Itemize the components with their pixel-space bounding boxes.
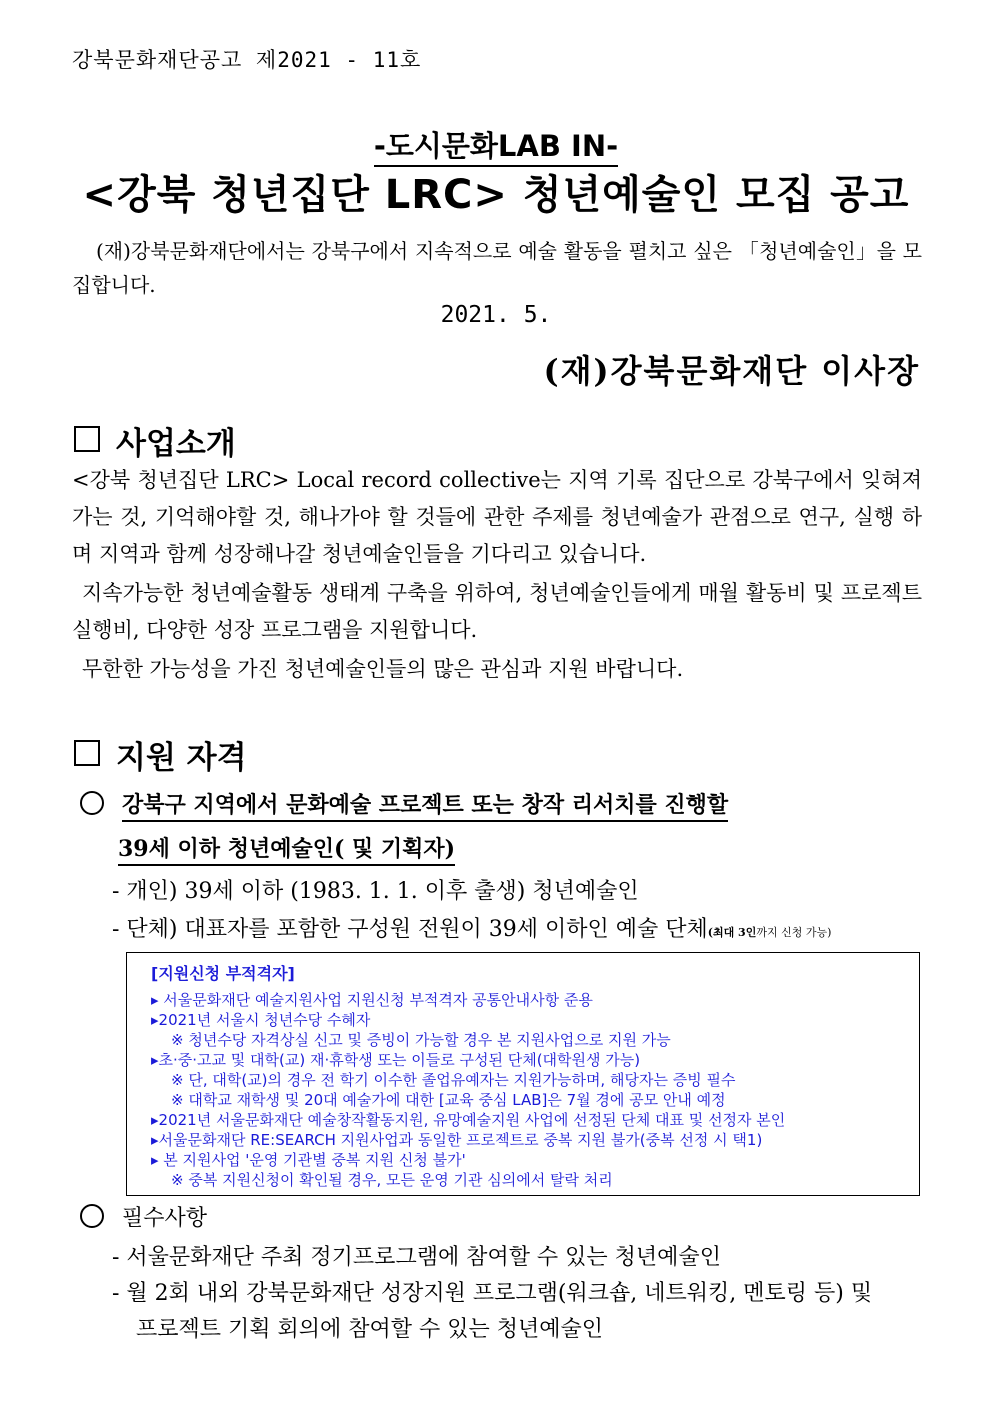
- eligibility-group-text: - 단체) 대표자를 포함한 구성원 전원이 39세 이하인 예술 단체: [112, 917, 708, 942]
- section-heading-eligibility: [74, 732, 247, 777]
- ineligible-line: ▸ 본 지원사업 '운영 기관별 중복 지원 신청 불가': [151, 1151, 466, 1169]
- eligibility-item-2: [80, 1201, 207, 1232]
- section1-paragraph-2: 지속가능한 청년예술활동 생태계 구축을 위하여, 청년예술인들에게 매월 활동비 및 프로젝트 실행비, 다양한 성장 프로그램을 지원합니다.: [72, 581, 922, 642]
- circle-bullet-icon: [80, 791, 104, 815]
- ineligible-line: ※ 단, 대학(교)의 경우 전 학기 이수한 졸업유예자는 지원가능하며, 해당자는 증빙 필수: [171, 1071, 736, 1089]
- signature: (재)강북문화재단 이사장: [543, 352, 920, 390]
- eligibility-individual: - 개인) 39세 이하 (1983. 1. 1. 이후 출생) 청년예술인: [112, 879, 639, 904]
- ineligible-line: ▸초·중·고교 및 대학(교) 재·휴학생 또는 이들로 구성된 단체(대학원생 가능): [151, 1051, 641, 1069]
- circle-bullet-icon: [80, 1204, 104, 1228]
- notice-date: 2021. 5.: [440, 302, 552, 328]
- requirement-1: - 서울문화재단 주최 정기프로그램에 참여할 수 있는 청년예술인: [112, 1245, 721, 1270]
- page-title: <강북 청년집단 LRC> 청년예술인 모집 공고: [82, 172, 910, 218]
- notice-number: 강북문화재단공고 제2021 - 11호: [72, 48, 422, 72]
- requirement-2-line-2: 프로젝트 기획 회의에 참여할 수 있는 청년예술인: [136, 1317, 604, 1342]
- eligibility-item-1-line-2: 39세 이하 청년예술인( 및 기획자): [118, 836, 455, 866]
- requirement-2-line-1: - 월 2회 내외 강북문화재단 성장지원 프로그램(워크숍, 네트워킹, 멘토링 등) 및: [112, 1281, 873, 1306]
- eligibility-group-note-bold: (최대 3인: [707, 926, 757, 939]
- ineligible-line: ▸2021년 서울문화재단 예술창작활동지원, 유망예술지원 사업에 선정된 단체 대표 및 선정자 본인: [151, 1111, 786, 1129]
- ineligible-line: ▸ 서울문화재단 예술지원사업 지원신청 부적격자 공통안내사항 준용: [151, 991, 593, 1009]
- section-heading-business: [74, 418, 236, 463]
- eligibility-group: [112, 912, 831, 943]
- checkbox-square-icon: [74, 426, 100, 452]
- eligibility-group-note-rest: 까지 신청 가능): [756, 926, 832, 939]
- ineligible-box-title: [지원신청 부적격자]: [151, 964, 295, 983]
- ineligible-line: ※ 중복 지원신청이 확인될 경우, 모든 운영 기관 심의에서 탈락 처리: [171, 1171, 613, 1189]
- ineligible-line: ※ 청년수당 자격상실 신고 및 증빙이 가능할 경우 본 지원사업으로 지원 가능: [171, 1031, 671, 1049]
- section1-paragraph-1: <강북 청년집단 LRC> Local record collective는 지역 기록 집단으로 강북구에서 잊혀져 가는 것, 기억해야할 것, 해나가야 할 것들에 관한 주제를 청년예술가 관점으로 연구, 실행 하며 지역과 함께 성장해나갈 청년예술인들을 기다리고 있습니다.: [72, 468, 922, 566]
- ineligible-line: ▸2021년 서울시 청년수당 수혜자: [151, 1011, 371, 1029]
- eligibility-item-1-line-1: 강북구 지역에서 문화예술 프로젝트 또는 창작 리서치를 진행할: [122, 792, 728, 822]
- section1-heading-text: 사업소개: [116, 426, 236, 462]
- subtitle: [0, 124, 992, 165]
- ineligible-line: ▸서울문화재단 RE:SEARCH 지원사업과 동일한 프로젝트로 중복 지원 불가(중복 선정 시 택1): [151, 1131, 763, 1149]
- checkbox-square-icon: [74, 740, 100, 766]
- eligibility-group-note: [708, 926, 832, 939]
- section1-paragraph-3: 무한한 가능성을 가진 청년예술인들의 많은 관심과 지원 바랍니다.: [82, 657, 684, 681]
- ineligible-line: ※ 대학교 재학생 및 20대 예술가에 대한 [교육 중심 LAB]은 7월 경에 공모 안내 예정: [171, 1091, 726, 1109]
- eligibility-item-1: [80, 788, 728, 819]
- intro-paragraph: (재)강북문화재단에서는 강북구에서 지속적으로 예술 활동을 펼치고 싶은 「청년예술인」을 모집합니다.: [72, 239, 922, 297]
- eligibility-item-2-text: 필수사항: [122, 1206, 208, 1231]
- section2-heading-text: 지원 자격: [116, 740, 247, 776]
- ineligible-applicants-box: [126, 952, 920, 1196]
- eligibility-item-1-line-2-wrap: [118, 832, 455, 863]
- subtitle-text: -도시문화LAB IN-: [374, 129, 618, 167]
